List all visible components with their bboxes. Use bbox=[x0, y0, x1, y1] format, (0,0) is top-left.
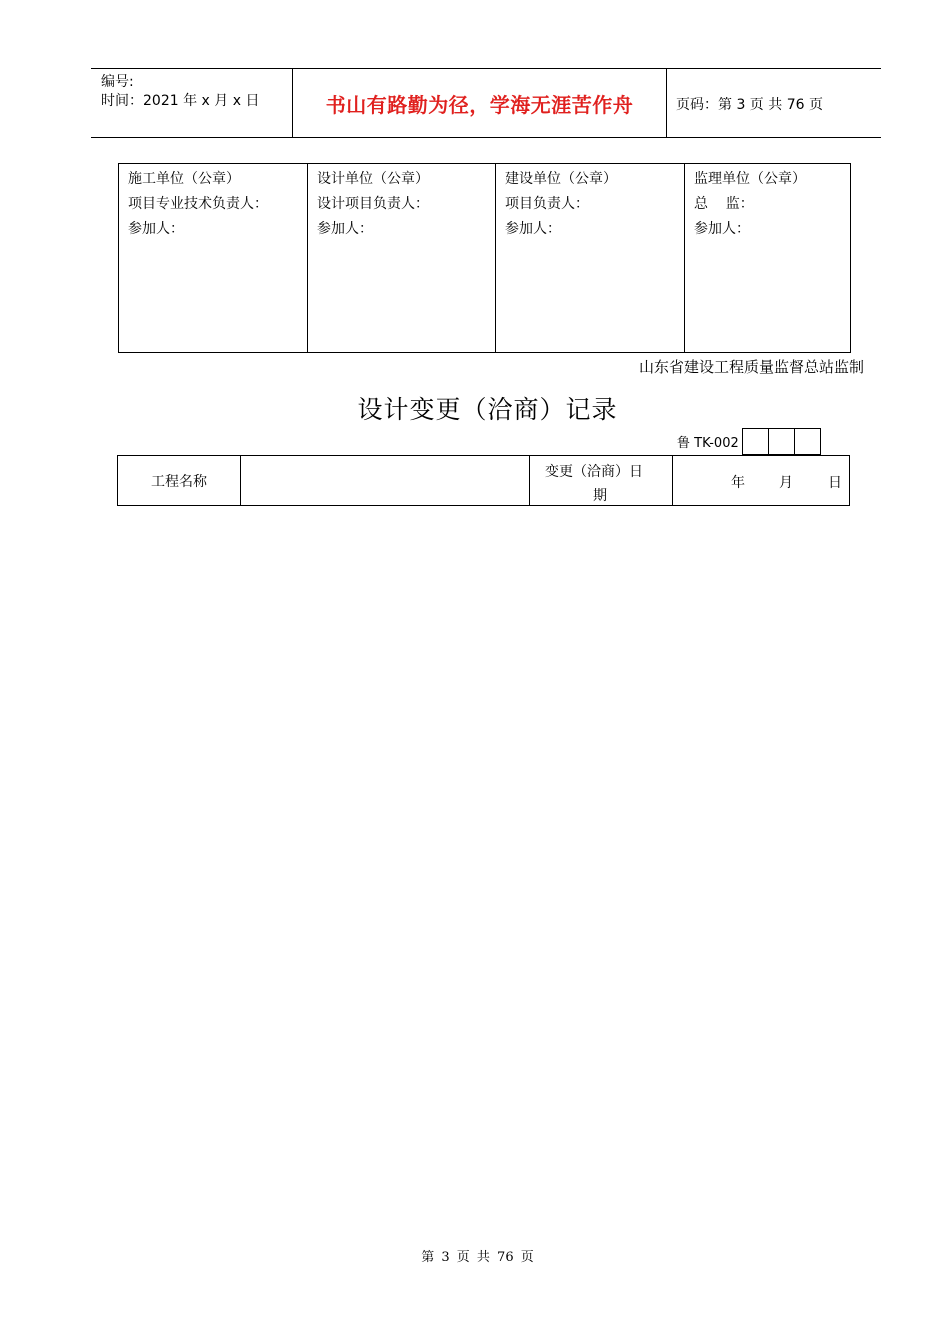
header-page-code: 页码：第 3 页 共 76 页 bbox=[676, 97, 823, 113]
form-code: 鲁 TK-002 bbox=[677, 435, 739, 451]
unit-label: 建设单位（公章） bbox=[505, 171, 617, 187]
signature-cell-design bbox=[308, 164, 496, 352]
person-label: 总 监： bbox=[694, 196, 754, 212]
month-label: 月 bbox=[779, 475, 793, 491]
code-box[interactable] bbox=[768, 428, 795, 455]
unit-label: 施工单位（公章） bbox=[128, 171, 240, 187]
form-code-row bbox=[677, 427, 821, 455]
day-label: 日 bbox=[828, 475, 842, 491]
project-name-field[interactable] bbox=[241, 456, 530, 505]
year-label: 年 bbox=[731, 475, 745, 491]
change-date-label-line1: 变更（洽商）日 bbox=[545, 464, 643, 480]
project-name-label: 工程名称 bbox=[118, 456, 241, 505]
signature-cell-supervision bbox=[685, 164, 850, 352]
signature-cell-owner bbox=[496, 164, 685, 352]
person-label: 项目负责人： bbox=[505, 196, 589, 212]
unit-label: 监理单位（公章） bbox=[694, 171, 806, 187]
person-label: 设计项目负责人： bbox=[317, 196, 429, 212]
change-date-field[interactable] bbox=[673, 456, 849, 505]
code-box[interactable] bbox=[794, 428, 821, 455]
participants-label: 参加人： bbox=[505, 221, 561, 237]
time-label: 时间：2021 年 x 月 x 日 bbox=[101, 93, 260, 109]
signature-table bbox=[118, 163, 851, 353]
project-table bbox=[117, 455, 850, 506]
participants-label: 参加人： bbox=[128, 221, 184, 237]
unit-label: 设计单位（公章） bbox=[317, 171, 429, 187]
page-footer: 第 3 页 共 76 页 bbox=[421, 1250, 534, 1265]
signature-cell-construction bbox=[119, 164, 308, 352]
header-divider bbox=[666, 69, 667, 137]
document-title: 设计变更（洽商）记录 bbox=[357, 395, 618, 424]
person-label: 项目专业技术负责人： bbox=[128, 196, 268, 212]
code-box[interactable] bbox=[742, 428, 769, 455]
supervision-note: 山东省建设工程质量监督总站监制 bbox=[638, 358, 864, 376]
participants-label: 参加人： bbox=[317, 221, 373, 237]
header-motto: 书山有路勤为径，学海无涯苦作舟 bbox=[325, 92, 634, 117]
page-header bbox=[91, 68, 881, 138]
header-meta bbox=[101, 73, 259, 111]
participants-label: 参加人： bbox=[694, 221, 750, 237]
change-date-label-line2: 期 bbox=[593, 488, 607, 504]
number-label: 编号: bbox=[101, 74, 134, 90]
change-date-label bbox=[530, 456, 673, 505]
